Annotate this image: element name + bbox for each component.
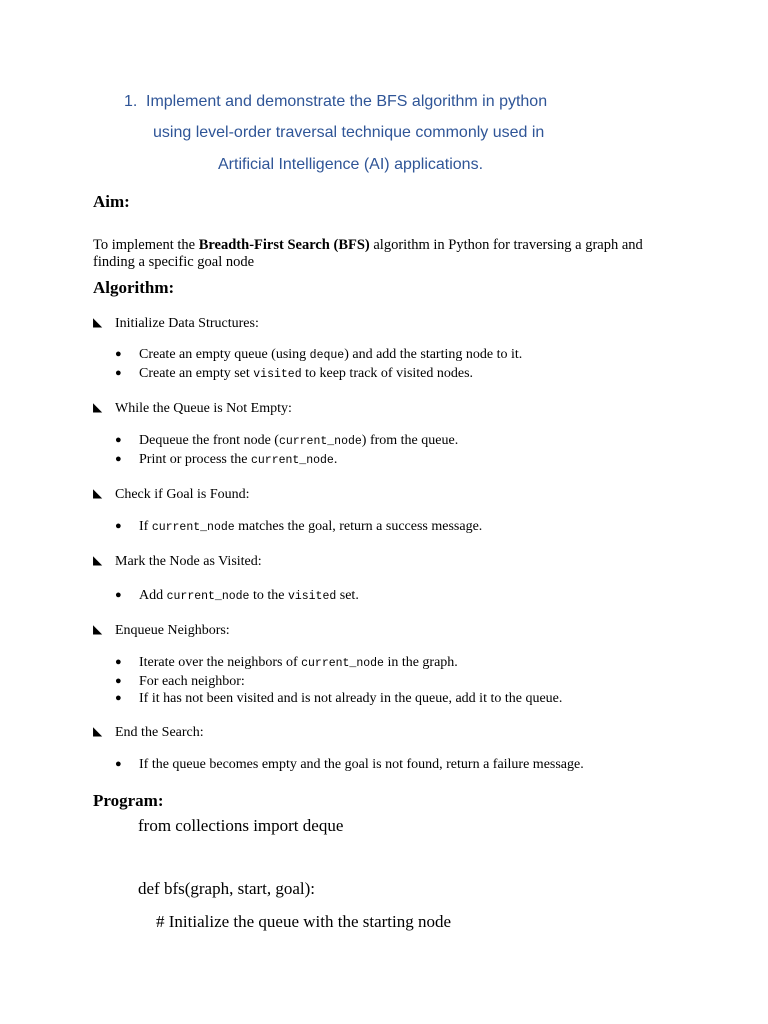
list-item [115,756,584,774]
clapper-icon: ◣ [93,622,103,636]
step-label: Enqueue Neighbors: [115,623,230,638]
step-label: Initialize Data Structures: [115,316,259,331]
algorithm-step [93,314,259,332]
algorithm-title: Algorithm: [93,278,175,297]
algorithm-step [93,485,250,503]
task-heading-line-3: Artificial Intelligence (AI) applications. [218,156,484,173]
algorithm-step [93,723,204,741]
list-item [115,673,562,691]
list-item [115,432,458,451]
code-line: from collections import deque [138,816,344,835]
inline-code: visited [253,367,302,381]
algorithm-step [93,552,262,570]
code-line: # Initialize the queue with the starting node [156,912,452,931]
step-bullets [115,432,458,469]
list-item [115,690,562,708]
step-bullets [115,587,359,606]
bullet-text: in the graph. [383,655,458,670]
aim-title: Aim: [93,192,130,211]
bullet-text: . [333,451,338,467]
task-heading-line-1: 1. Implement and demonstrate the BFS algorithm in python [124,93,548,110]
step-label: While the Queue is Not Empty: [115,401,292,416]
bullet-text: to the [249,588,288,603]
bullet-text: Print or process the [139,451,251,467]
step-bullets [115,756,584,774]
list-item [115,451,458,470]
bullet-text: For each neighbor: [139,673,245,689]
clapper-icon: ◣ [93,400,103,414]
step-bullets [115,346,522,383]
list-item [115,365,522,384]
bullet-text: If the queue becomes empty and the goal is not found, return a failure message. [139,757,584,772]
clapper-icon: ◣ [93,486,103,500]
inline-code: visited [287,590,337,603]
inline-code: current_node [301,657,384,670]
task-heading-line-2: using level-order traversal technique commonly used in [153,124,545,141]
step-label: Mark the Node as Visited: [115,554,262,569]
inline-code: deque [309,349,345,362]
step-label: Check if Goal is Found: [115,487,250,502]
bullet-text: If it has not been visited and is not already in the queue, add it to the queue. [139,691,563,706]
clapper-icon: ◣ [93,553,103,567]
bullet-text: set. [336,588,359,603]
algorithm-step [93,621,230,639]
inline-code: current_node [166,590,250,603]
bullet-text: ) from the queue. [361,433,459,448]
clapper-icon: ◣ [93,724,103,738]
bullet-text: Dequeue the front node ( [139,433,279,448]
bullet-text: If [139,519,152,534]
task-number: 1. [124,93,138,110]
clapper-icon: ◣ [93,315,103,329]
step-bullets [115,518,482,537]
list-item [115,654,562,673]
program-title: Program: [93,791,164,810]
bullet-text: Iterate over the neighbors of [139,655,302,670]
list-item [115,587,359,606]
aim-text: To implement the Breadth-First Search (BFS) algorithm in Python for traversing a graph and finding a specific goal node [93,237,643,270]
inline-code: current_node [250,453,334,467]
inline-code: current_node [151,521,235,534]
bullet-text: ) and add the starting node to it. [344,347,523,362]
list-item [115,518,482,537]
code-line: def bfs(graph, start, goal): [138,879,316,898]
bullet-text: Create an empty queue (using [139,347,310,362]
algorithm-step [93,399,292,417]
inline-code: current_node [278,435,362,448]
bullet-text: matches the goal, return a success message. [234,519,483,534]
step-bullets [115,654,562,708]
bullet-text: Create an empty set [139,365,254,381]
step-label: End the Search: [115,725,204,740]
bullet-text: Add [139,588,167,603]
bullet-text: to keep track of visited nodes. [301,365,474,381]
list-item [115,346,522,365]
